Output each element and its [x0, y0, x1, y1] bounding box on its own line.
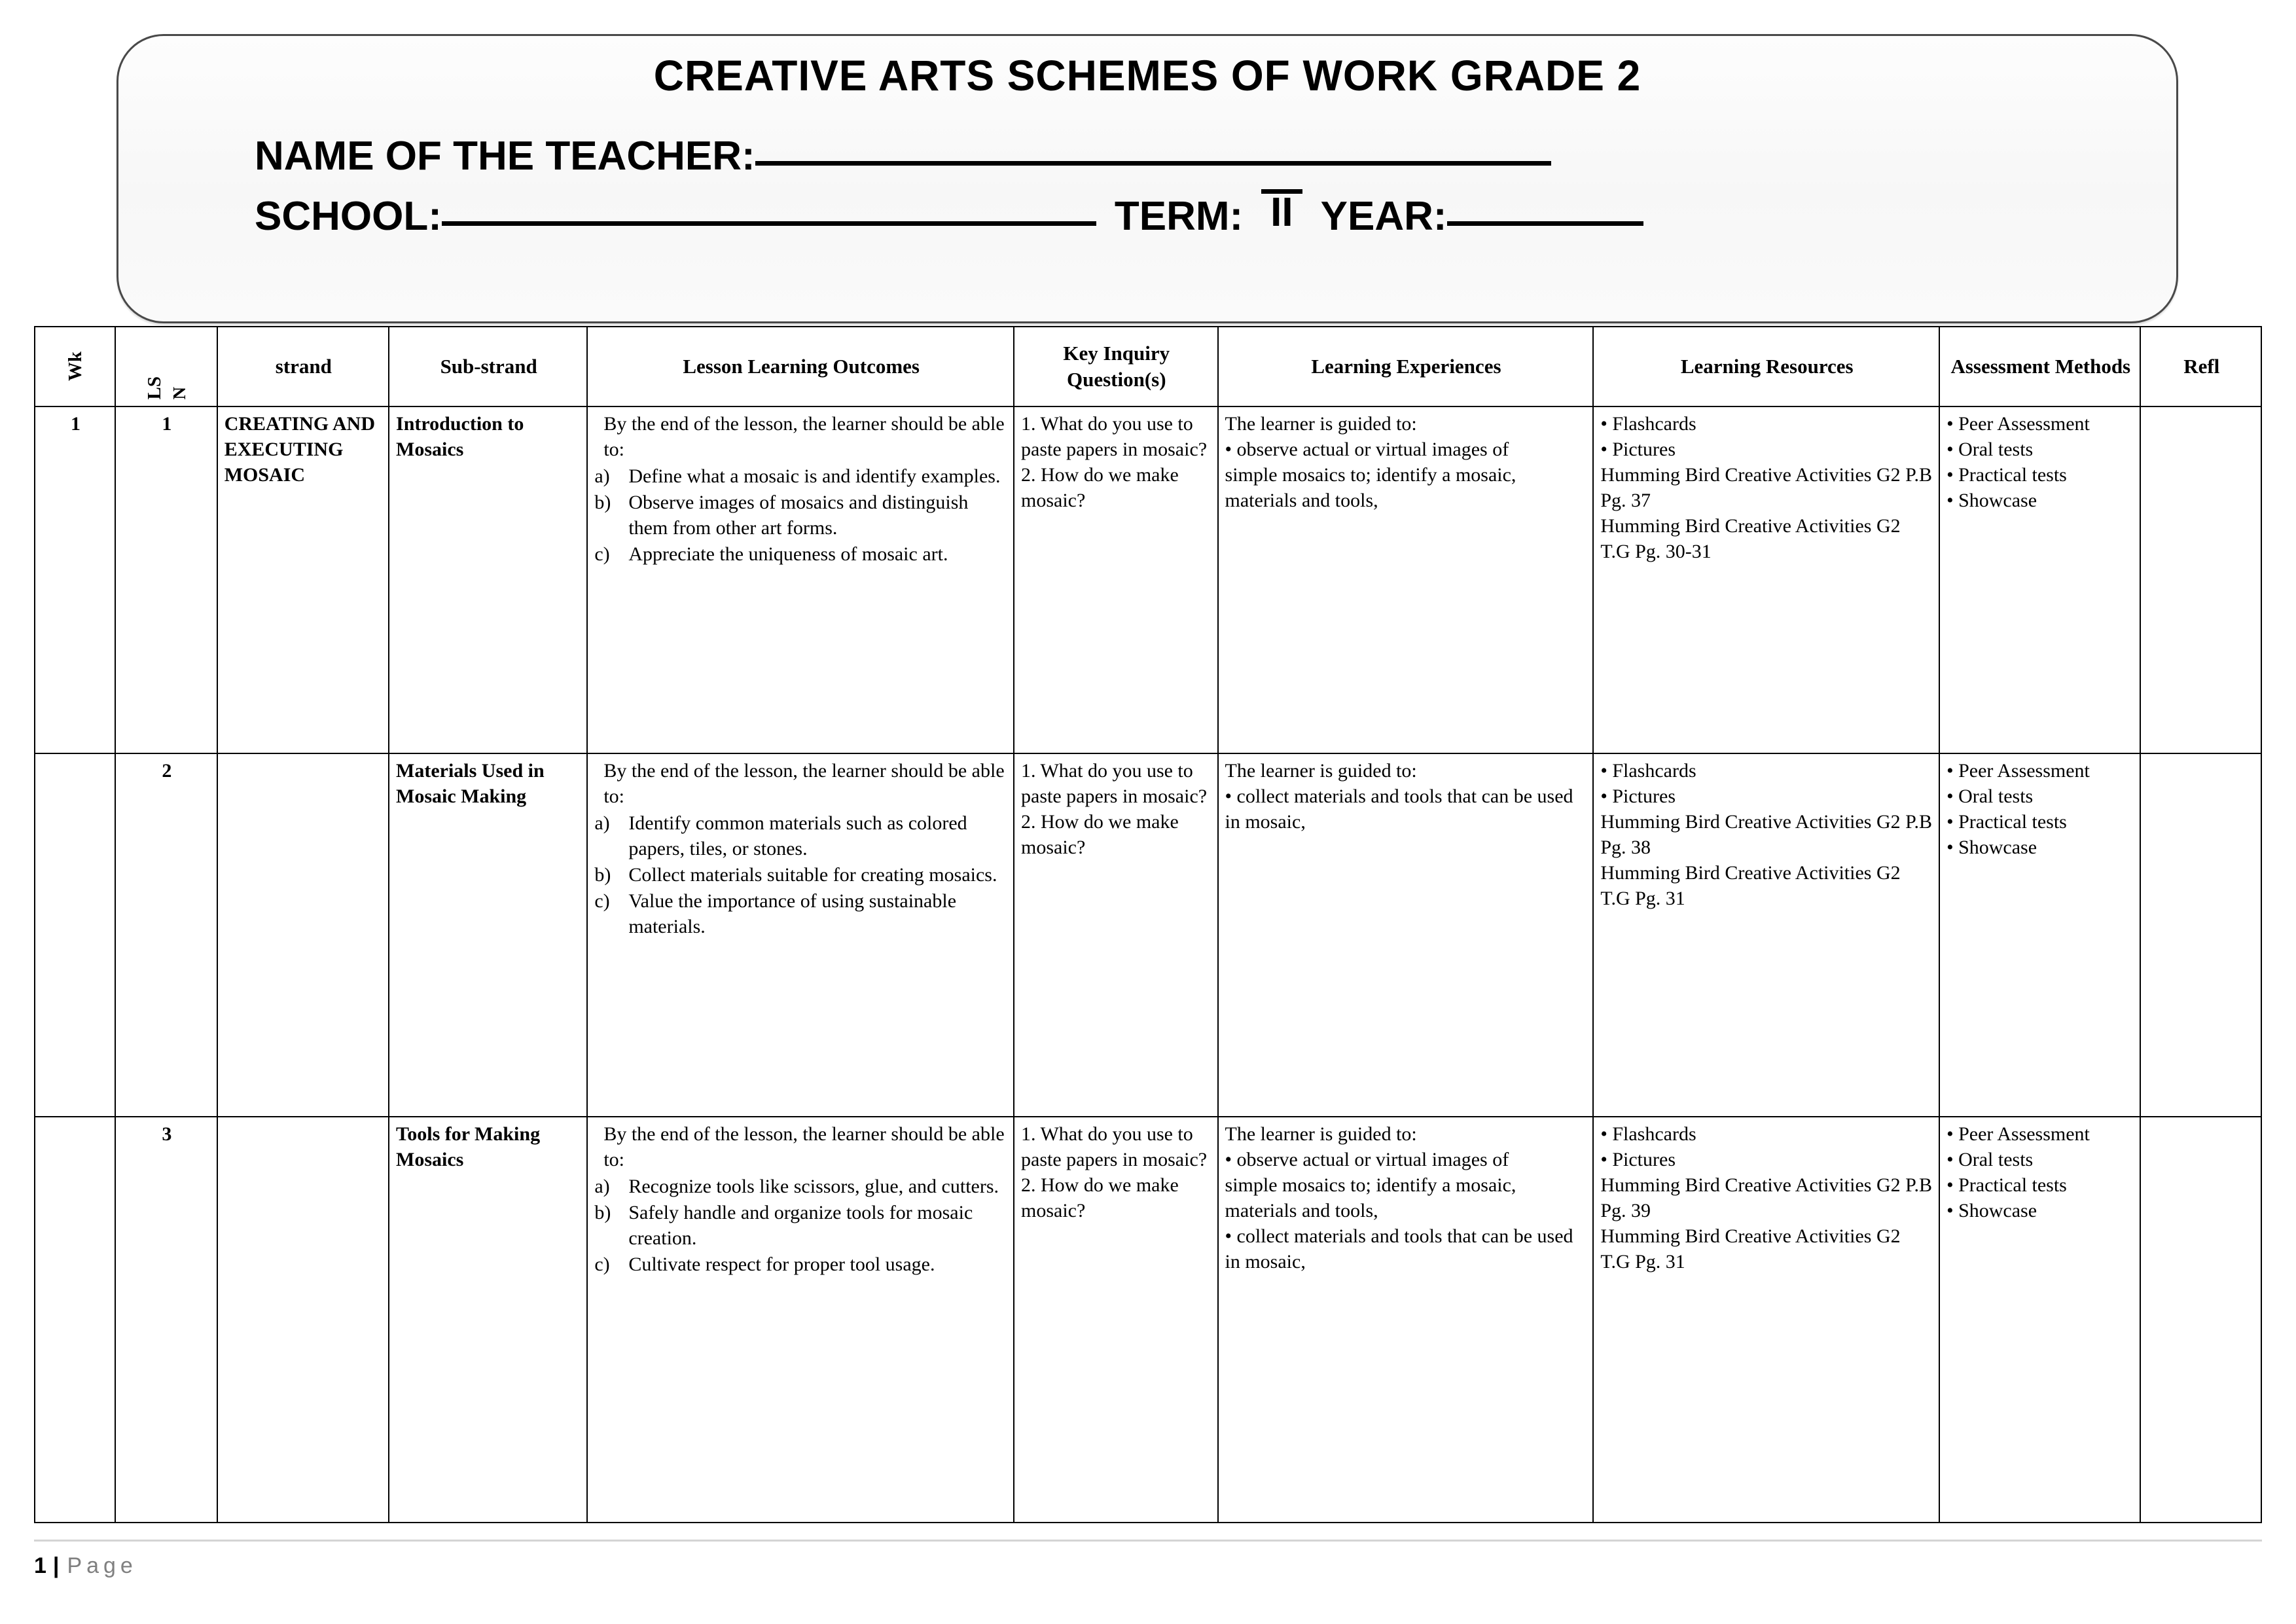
resource-line: • Flashcards: [1600, 1123, 1696, 1145]
column-header-key-inquiry-questions: Key Inquiry Question(s): [1014, 327, 1218, 406]
lex-line: materials and tools,: [1225, 490, 1378, 511]
cell-strand: [217, 753, 389, 1117]
year-blank[interactable]: [1447, 221, 1643, 226]
kiq-line: 2. How do we make mosaic?: [1021, 1174, 1179, 1221]
resource-line: Humming Bird Creative Activities G2 T.G Pg. 30-31: [1600, 515, 1901, 562]
cell-lsn: 3: [115, 1117, 217, 1523]
term-value: II: [1270, 190, 1293, 235]
cell-key-inquiry-questions: [1014, 406, 1218, 753]
cell-key-inquiry-questions: [1014, 1117, 1218, 1523]
list-item: [594, 888, 1008, 939]
cell-wk: [35, 753, 115, 1117]
llo-text: Define what a mosaic is and identify examples.: [628, 465, 1001, 487]
column-header-wk-label: Wk: [64, 352, 86, 382]
lex-line: The learner is guided to:: [1225, 1123, 1417, 1145]
llo-intro: By the end of the lesson, the learner should be able to:: [603, 760, 1005, 807]
cell-reflection[interactable]: [2140, 406, 2261, 753]
column-header-lesson-learning-outcomes: Lesson Learning Outcomes: [587, 327, 1014, 406]
table-header-row: [35, 327, 2261, 406]
llo-text: Identify common materials such as colored papers, tiles, or stones.: [628, 812, 967, 859]
column-header-ls-label: LS: [144, 376, 165, 399]
cell-learning-experiences: [1218, 406, 1594, 753]
resource-line: Humming Bird Creative Activities G2 T.G Pg. 31: [1600, 862, 1901, 909]
document-header-box: [117, 34, 2178, 323]
column-header-learning-experiences: Learning Experiences: [1218, 327, 1594, 406]
resource-line: • Flashcards: [1600, 413, 1696, 435]
llo-marker: c): [594, 1254, 610, 1275]
cell-wk: 1: [35, 406, 115, 753]
llo-text: Value the importance of using sustainable materials.: [628, 890, 957, 937]
llo-text: Safely handle and organize tools for mosaic creation.: [628, 1202, 973, 1249]
cell-sub-strand: Tools for Making Mosaics: [389, 1117, 587, 1523]
column-header-learning-resources: Learning Resources: [1593, 327, 1939, 406]
column-header-n-label: N: [170, 386, 190, 399]
school-blank[interactable]: [442, 221, 1096, 226]
table-body: [35, 406, 2261, 1523]
llo-list: [594, 463, 1008, 567]
assessment-line: • Oral tests: [1946, 1149, 2034, 1170]
llo-marker: a): [594, 1176, 610, 1197]
lex-line: • collect materials and tools that can be used in mosaic,: [1225, 1225, 1573, 1272]
cell-assessment-methods: [1939, 1117, 2140, 1523]
year-label: YEAR:: [1320, 194, 1447, 239]
kiq-line: 1. What do you use to paste papers in mosaic?: [1021, 760, 1208, 807]
list-item: [594, 862, 1008, 888]
llo-marker: b): [594, 492, 611, 513]
assessment-line: • Practical tests: [1946, 1174, 2067, 1196]
footer-page-number: 1: [34, 1553, 46, 1578]
lex-line: simple mosaics to; identify a mosaic,: [1225, 1174, 1516, 1196]
kiq-line: 2. How do we make mosaic?: [1021, 464, 1179, 511]
llo-marker: b): [594, 864, 611, 886]
cell-lesson-learning-outcomes: [587, 1117, 1014, 1523]
list-item: [594, 1200, 1008, 1251]
document-header-inner: [118, 36, 2176, 321]
cell-learning-experiences: [1218, 753, 1594, 1117]
llo-text: Observe images of mosaics and distinguish them from other art forms.: [628, 492, 969, 539]
llo-marker: c): [594, 543, 610, 565]
cell-reflection[interactable]: [2140, 753, 2261, 1117]
school-term-year-line: [255, 190, 1643, 240]
column-header-wk: [35, 327, 115, 406]
list-item: [594, 1174, 1008, 1199]
cell-strand: [217, 1117, 389, 1523]
list-item: [594, 463, 1008, 489]
teacher-name-blank[interactable]: [755, 161, 1551, 166]
table-row: [35, 753, 2261, 1117]
assessment-line: • Peer Assessment: [1946, 760, 2090, 782]
wk-rot-wrap: [42, 334, 109, 399]
llo-marker: b): [594, 1202, 611, 1223]
cell-lesson-learning-outcomes: [587, 753, 1014, 1117]
cell-key-inquiry-questions: [1014, 753, 1218, 1117]
document-title: CREATIVE ARTS SCHEMES OF WORK GRADE 2: [653, 51, 1641, 99]
lex-line: materials and tools,: [1225, 1200, 1378, 1221]
assessment-line: • Showcase: [1946, 1200, 2037, 1221]
list-item: [594, 541, 1008, 567]
llo-text: Collect materials suitable for creating mosaics.: [628, 864, 997, 886]
teacher-name-label: NAME OF THE TEACHER:: [255, 134, 755, 179]
cell-learning-resources: [1593, 1117, 1939, 1523]
llo-list: [594, 1174, 1008, 1277]
kiq-line: 1. What do you use to paste papers in mosaic?: [1021, 1123, 1208, 1170]
kiq-line: 1. What do you use to paste papers in mosaic?: [1021, 413, 1208, 460]
table-row: [35, 406, 2261, 753]
footer-separator: |: [52, 1553, 60, 1578]
footer-page-word: Page: [67, 1553, 137, 1578]
assessment-line: • Practical tests: [1946, 811, 2067, 833]
lex-line: • collect materials and tools that can be used in mosaic,: [1225, 785, 1573, 833]
cell-learning-resources: [1593, 406, 1939, 753]
list-item: [594, 490, 1008, 541]
lex-line: The learner is guided to:: [1225, 760, 1417, 782]
assessment-line: • Peer Assessment: [1946, 413, 2090, 435]
lex-line: • observe actual or virtual images of: [1225, 439, 1509, 460]
cell-strand: CREATING AND EXECUTING MOSAIC: [217, 406, 389, 753]
llo-text: Recognize tools like scissors, glue, and cutters.: [628, 1176, 999, 1197]
teacher-name-field-line: [255, 133, 1551, 179]
assessment-line: • Practical tests: [1946, 464, 2067, 486]
kiq-line: 2. How do we make mosaic?: [1021, 811, 1179, 858]
cell-learning-experiences: [1218, 1117, 1594, 1523]
resource-line: Humming Bird Creative Activities G2 P.B Pg. 38: [1600, 811, 1932, 858]
assessment-line: • Showcase: [1946, 837, 2037, 858]
cell-learning-resources: [1593, 753, 1939, 1117]
llo-text: Appreciate the uniqueness of mosaic art.: [628, 543, 948, 565]
resource-line: • Pictures: [1600, 1149, 1676, 1170]
term-label: TERM:: [1114, 194, 1244, 239]
llo-marker: c): [594, 890, 610, 912]
resource-line: Humming Bird Creative Activities G2 P.B Pg. 39: [1600, 1174, 1932, 1221]
llo-marker: a): [594, 465, 610, 487]
term-value-blank[interactable]: [1261, 189, 1302, 235]
lex-line: • observe actual or virtual images of: [1225, 1149, 1509, 1170]
schemes-of-work-table: [34, 326, 2262, 1523]
resource-line: • Pictures: [1600, 785, 1676, 807]
lex-line: The learner is guided to:: [1225, 413, 1417, 435]
llo-intro: By the end of the lesson, the learner should be able to:: [603, 413, 1005, 460]
column-header-strand: strand: [217, 327, 389, 406]
lex-line: simple mosaics to; identify a mosaic,: [1225, 464, 1516, 486]
assessment-line: • Oral tests: [1946, 785, 2034, 807]
cell-lsn: 2: [115, 753, 217, 1117]
llo-intro: By the end of the lesson, the learner should be able to:: [603, 1123, 1005, 1170]
cell-reflection[interactable]: [2140, 1117, 2261, 1523]
resource-line: Humming Bird Creative Activities G2 T.G Pg. 31: [1600, 1225, 1901, 1272]
resource-line: • Flashcards: [1600, 760, 1696, 782]
llo-text: Cultivate respect for proper tool usage.: [628, 1254, 935, 1275]
lsn-rot-wrap: [122, 334, 211, 399]
column-header-reflection: Refl: [2140, 327, 2261, 406]
resource-line: • Pictures: [1600, 439, 1676, 460]
cell-assessment-methods: [1939, 753, 2140, 1117]
assessment-line: • Peer Assessment: [1946, 1123, 2090, 1145]
school-label: SCHOOL:: [255, 194, 442, 239]
cell-assessment-methods: [1939, 406, 2140, 753]
assessment-line: • Oral tests: [1946, 439, 2034, 460]
resource-line: Humming Bird Creative Activities G2 P.B Pg. 37: [1600, 464, 1932, 511]
cell-wk: [35, 1117, 115, 1523]
llo-list: [594, 810, 1008, 939]
table-row: [35, 1117, 2261, 1523]
list-item: [594, 1252, 1008, 1277]
column-header-assessment-methods: Assessment Methods: [1939, 327, 2140, 406]
llo-marker: a): [594, 812, 610, 834]
list-item: [594, 810, 1008, 861]
cell-lsn: 1: [115, 406, 217, 753]
cell-lesson-learning-outcomes: [587, 406, 1014, 753]
column-header-lsn: [115, 327, 217, 406]
column-header-sub-strand: Sub-strand: [389, 327, 587, 406]
cell-sub-strand: Introduction to Mosaics: [389, 406, 587, 753]
page-footer: [34, 1540, 2262, 1579]
cell-sub-strand: Materials Used in Mosaic Making: [389, 753, 587, 1117]
assessment-line: • Showcase: [1946, 490, 2037, 511]
